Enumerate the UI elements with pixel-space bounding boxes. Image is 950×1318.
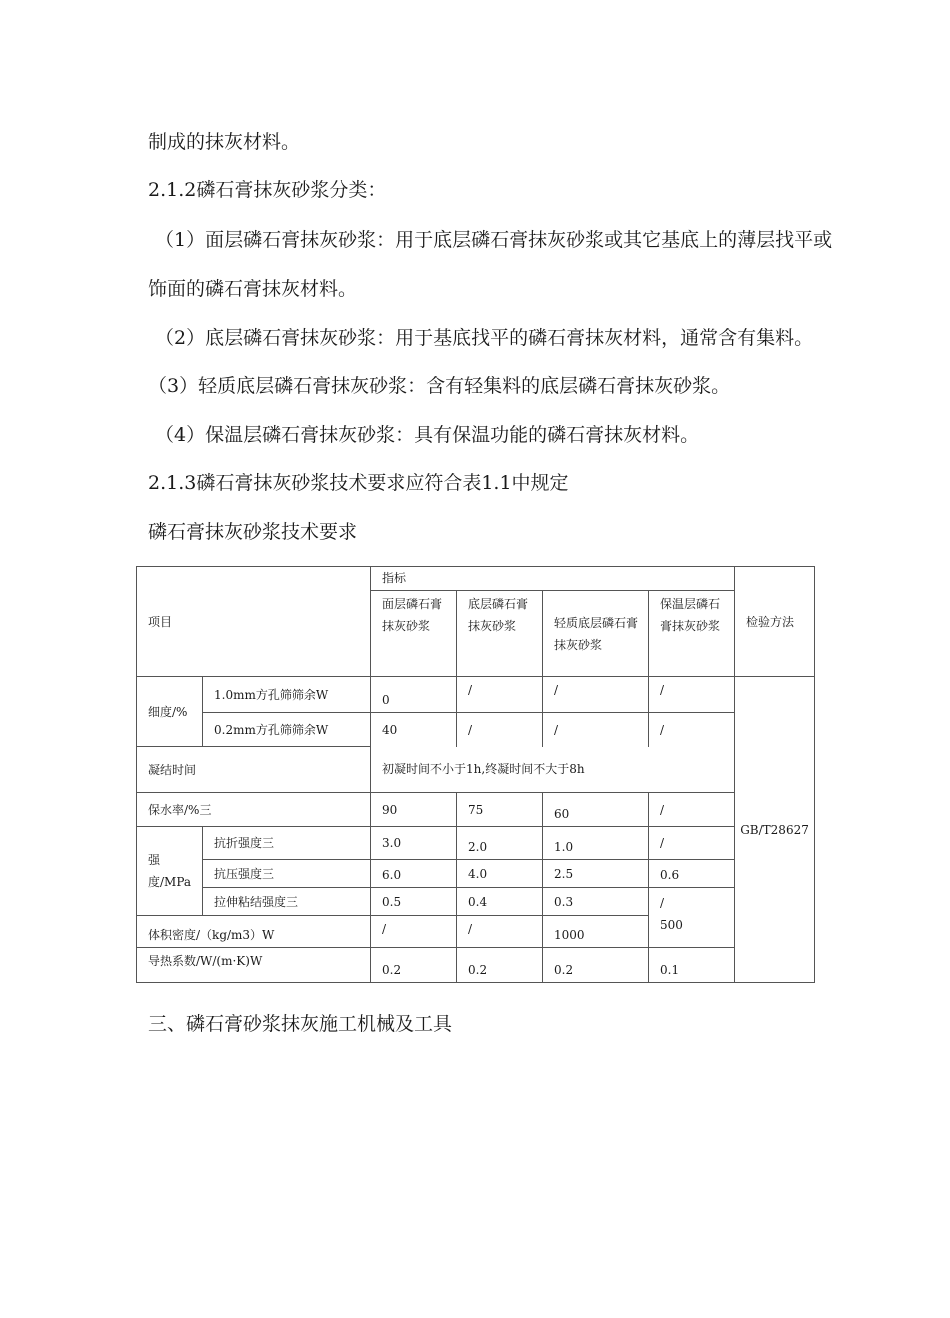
header-index: 指标 [371, 567, 735, 591]
conductivity-label: 导热系数/W/(m·K)W [137, 948, 371, 983]
cell: / [371, 916, 457, 948]
table-caption: 磷石膏抹灰砂浆技术要求 [148, 521, 358, 543]
cell: / [649, 827, 735, 860]
setting-label: 凝结时间 [137, 747, 371, 793]
section-heading-3: 三、磷石膏砂浆抹灰施工机械及工具 [148, 1013, 453, 1035]
strength-comp: 抗压强度三 [203, 860, 371, 888]
cell: 0.4 [457, 888, 543, 916]
cell: / [649, 677, 735, 713]
cell: 3.0 [371, 827, 457, 860]
cell: 0.3 [543, 888, 649, 916]
cell: 4.0 [457, 860, 543, 888]
paragraph-class-1-line1: （1）面层磷石膏抹灰砂浆：用于底层磷石膏抹灰砂浆或其它基底上的薄层找平或 [155, 229, 833, 251]
method-value: GB/T28627 [735, 677, 815, 983]
strength-flex: 抗折强度三 [203, 827, 371, 860]
header-method: 检验方法 [735, 567, 815, 677]
heading-2-1-3: 2.1.3磷石膏抹灰砂浆技术要求应符合表1.1中规定 [148, 472, 569, 494]
cell: 0.2 [543, 948, 649, 983]
technical-requirements-table [136, 566, 815, 983]
fineness-sub2: 0.2mm方孔筛筛余W [203, 713, 371, 747]
cell: 40 [371, 713, 457, 747]
cell: 0.5 [371, 888, 457, 916]
cell: 0 [371, 677, 457, 713]
cell: 1000 [543, 916, 649, 948]
cell: 2.0 [457, 827, 543, 860]
header-col-base: 底层磷石膏抹灰砂浆 [457, 591, 543, 677]
paragraph-class-1-line2: 饰面的磷石膏抹灰材料。 [148, 278, 358, 300]
cell: 6.0 [371, 860, 457, 888]
cell: 75 [457, 793, 543, 827]
setting-value: 初凝时间不小于1h,终凝时间不大于8h [371, 747, 735, 793]
tensile-insulation-value: / [660, 896, 665, 910]
header-col-light: 轻质底层磷石膏抹灰砂浆 [543, 591, 649, 677]
cell: / [457, 713, 543, 747]
cell: 0.1 [649, 948, 735, 983]
cell: 0.2 [371, 948, 457, 983]
cell: 90 [371, 793, 457, 827]
paragraph-class-2: （2）底层磷石膏抹灰砂浆：用于基底找平的磷石膏抹灰材料，通常含有集料。 [155, 327, 814, 349]
cell [649, 888, 735, 948]
fineness-label: 细度/% [137, 677, 203, 747]
header-col-surface: 面层磷石膏抹灰砂浆 [371, 591, 457, 677]
cell: / [543, 713, 649, 747]
paragraph-class-4: （4）保温层磷石膏抹灰砂浆：具有保温功能的磷石膏抹灰材料。 [155, 424, 700, 446]
cell: 0.2 [457, 948, 543, 983]
strength-tensile: 拉伸粘结强度三 [203, 888, 371, 916]
header-item: 项目 [137, 567, 371, 677]
cell: / [457, 677, 543, 713]
cell: / [457, 916, 543, 948]
cell: 1.0 [543, 827, 649, 860]
header-col-insulation: 保温层磷石膏抹灰砂浆 [649, 591, 735, 677]
cell: / [649, 713, 735, 747]
fineness-sub1: 1.0mm方孔筛筛余W [203, 677, 371, 713]
heading-2-1-2: 2.1.2磷石膏抹灰砂浆分类： [148, 179, 387, 201]
cell: / [649, 793, 735, 827]
density-label: 体积密度/（kg/m3）W [137, 916, 371, 948]
water-retention-label: 保水率/%三 [137, 793, 371, 827]
density-insulation-value: 500 [660, 918, 683, 932]
cell: 0.6 [649, 860, 735, 888]
cell: / [543, 677, 649, 713]
cell: 2.5 [543, 860, 649, 888]
paragraph-intro-end: 制成的抹灰材料。 [148, 131, 301, 153]
paragraph-class-3: （3）轻质底层磷石膏抹灰砂浆：含有轻集料的底层磷石膏抹灰砂浆。 [148, 375, 731, 397]
cell: 60 [543, 793, 649, 827]
strength-label: 强度/MPa [137, 827, 203, 916]
